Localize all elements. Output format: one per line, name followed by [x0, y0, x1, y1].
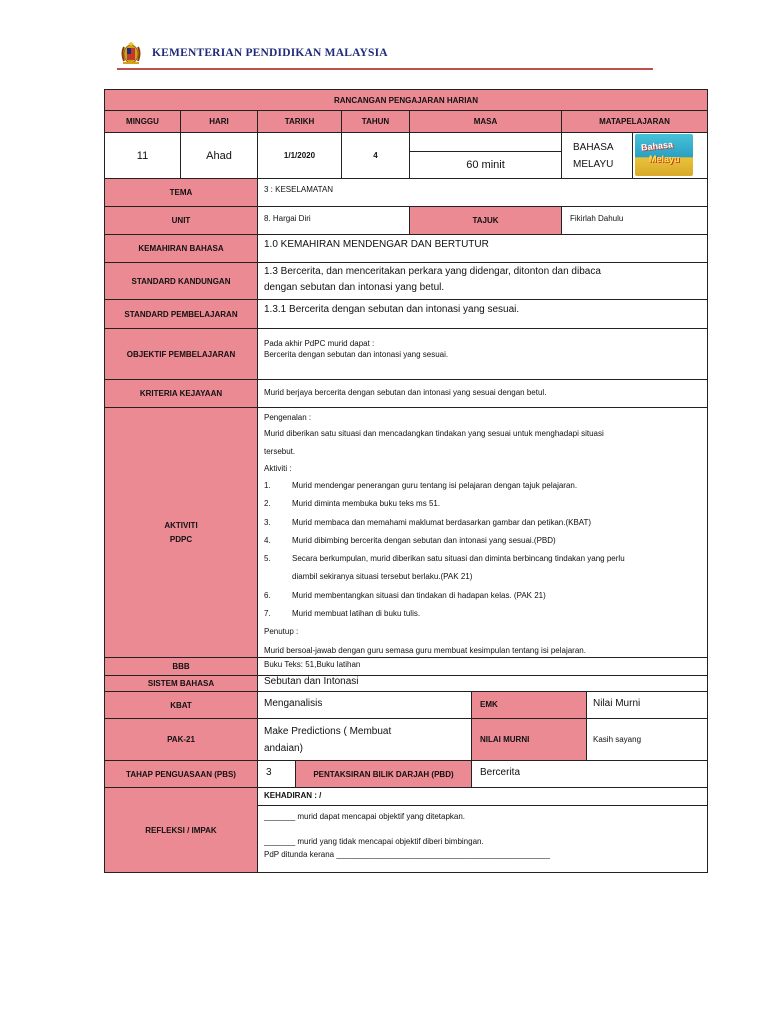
value-hari: Ahad	[180, 132, 258, 179]
kemahiran-value: 1.0 KEMAHIRAN MENDENGAR DAN BERTUTUR	[257, 234, 708, 263]
objektif-label: OBJEKTIF PEMBELAJARAN	[104, 328, 258, 380]
header-tahun: TAHUN	[341, 110, 410, 133]
refleksi-content: _______ murid dapat mencapai objektif yang ditetapkan. _______ murid yang tidak mencapai objektif diberi bimbingan. PdP ditunda kerana ________________________________________________	[257, 805, 708, 873]
unit-label: UNIT	[104, 206, 258, 235]
list-item: 1. Murid mendengar penerangan guru tentang isi pelajaran dengan tajuk pelajaran.	[264, 481, 578, 490]
tema-label: TEMA	[104, 178, 258, 207]
bbb-value: Buku Teks: 51,Buku latihan	[257, 657, 708, 676]
list-item: 4. Murid dibimbing bercerita dengan sebutan dan intonasi yang sesuai.(PBD)	[264, 535, 556, 545]
pbd-label: PENTAKSIRAN BILIK DARJAH (PBD)	[295, 760, 472, 788]
list-item: 6. Murid membentangkan situasi dan tindakan di hadapan kelas. (PAK 21)	[264, 590, 546, 600]
pak21-label: PAK-21	[104, 718, 258, 761]
nilai-murni-label: NILAI MURNI	[471, 718, 587, 761]
standard-pembelajaran-value: 1.3.1 Bercerita dengan sebutan dan intonasi yang sesuai.	[257, 299, 708, 329]
nilai-murni-value: Kasih sayang	[586, 718, 708, 761]
tajuk-value: Fikirlah Dahulu	[561, 206, 708, 235]
malaysia-crest-icon	[118, 41, 144, 65]
emk-value: Nilai Murni	[586, 691, 708, 719]
textbook-cover-image: Bahasa Melayu	[635, 134, 693, 176]
pak21-value: Make Predictions ( Membuat andaian)	[257, 718, 472, 761]
value-minggu: 11	[104, 132, 181, 179]
standard-kandungan-value: 1.3 Bercerita, dan menceritakan perkara yang didengar, ditonton dan dibaca dengan sebutan dan intonasi yang betul.	[257, 262, 708, 300]
ministry-name: KEMENTERIAN PENDIDIKAN MALAYSIA	[152, 47, 388, 59]
table-title: RANCANGAN PENGAJARAN HARIAN	[104, 89, 708, 111]
value-matapelajaran: BAHASA MELAYU	[561, 132, 633, 179]
masa-top-empty	[409, 132, 562, 152]
header-divider	[117, 68, 653, 70]
header-hari: HARI	[180, 110, 258, 133]
aktiviti-content: Pengenalan : Murid diberikan satu situasi dan mencadangkan tindakan yang sesuai untuk menghadapi situasi tersebut. Aktiviti : 1. Murid mendengar penerangan guru tentang isi pelajaran dengan tajuk pelajaran. 2. Murid diminta membuka buku teks ms 51. 3. Murid membaca dan memahami maklumat berdasarkan gambar dan petikan.(KBAT) 4. Murid dibimbing bercerita dengan sebutan dan intonasi yang sesuai.(PBD) 5. Secara berkumpulan, murid diberikan satu situasi dan diminta berbincang tindakan yang perlu diambil sekiranya situasi tersebut berlaku.(PAK 21) 6. Murid membentangkan situasi dan tindakan di hadapan kelas. (PAK 21) 7. Murid membuat latihan di buku tulis. Penutup : Murid bersoal-jawab dengan guru semasa guru membuat kesimpulan tentang isi pelajaran.	[257, 407, 708, 658]
page-header	[118, 40, 388, 66]
kbat-value: Menganalisis	[257, 691, 472, 719]
tajuk-label: TAJUK	[409, 206, 562, 235]
header-masa: MASA	[409, 110, 562, 133]
lesson-plan-table	[104, 89, 708, 873]
objektif-value: Pada akhir PdPC murid dapat : Bercerita dengan sebutan dan intonasi yang sesuai.	[257, 328, 708, 380]
refleksi-label: REFLEKSI / IMPAK	[104, 787, 258, 873]
tema-value: 3 : KESELAMATAN	[257, 178, 708, 207]
header-tarikh: TARIKH	[257, 110, 342, 133]
kemahiran-label: KEMAHIRAN BAHASA	[104, 234, 258, 263]
unit-value: 8. Hargai Diri	[257, 206, 410, 235]
kriteria-label: KRITERIA KEJAYAAN	[104, 379, 258, 408]
value-masa: 60 minit	[409, 151, 562, 179]
kriteria-value: Murid berjaya bercerita dengan sebutan dan intonasi yang sesuai dengan betul.	[257, 379, 708, 408]
sistem-bahasa-value: Sebutan dan Intonasi	[257, 675, 708, 692]
header-matapelajaran: MATAPELAJARAN	[561, 110, 708, 133]
tahap-value: 3	[257, 760, 296, 788]
emk-label: EMK	[471, 691, 587, 719]
list-item: 7. Murid membuat latihan di buku tulis.	[264, 609, 421, 619]
bbb-label: BBB	[104, 657, 258, 676]
list-item: 3. Murid membaca dan memahami maklumat berdasarkan gambar dan petikan.(KBAT)	[264, 517, 592, 527]
sistem-bahasa-label: SISTEM BAHASA	[104, 675, 258, 692]
standard-pembelajaran-label: STANDARD PEMBELAJARAN	[104, 299, 258, 329]
pbd-value: Bercerita	[471, 760, 708, 788]
value-tahun: 4	[341, 132, 410, 179]
tahap-label: TAHAP PENGUASAAN (PBS)	[104, 760, 258, 788]
kbat-label: KBAT	[104, 691, 258, 719]
aktiviti-label: AKTIVITI PDPC	[104, 407, 258, 658]
list-item-continuation: diambil sekiranya situasi tersebut berlaku.(PAK 21)	[292, 572, 473, 582]
header-minggu: MINGGU	[104, 110, 181, 133]
value-tarikh: 1/1/2020	[257, 132, 342, 179]
list-item: 5. Secara berkumpulan, murid diberikan satu situasi dan diminta berbincang tindakan yang perlu	[264, 554, 625, 564]
kehadiran-field: KEHADIRAN : /	[257, 787, 708, 806]
list-item: 2. Murid diminta membuka buku teks ms 51.	[264, 499, 441, 509]
standard-kandungan-label: STANDARD KANDUNGAN	[104, 262, 258, 300]
